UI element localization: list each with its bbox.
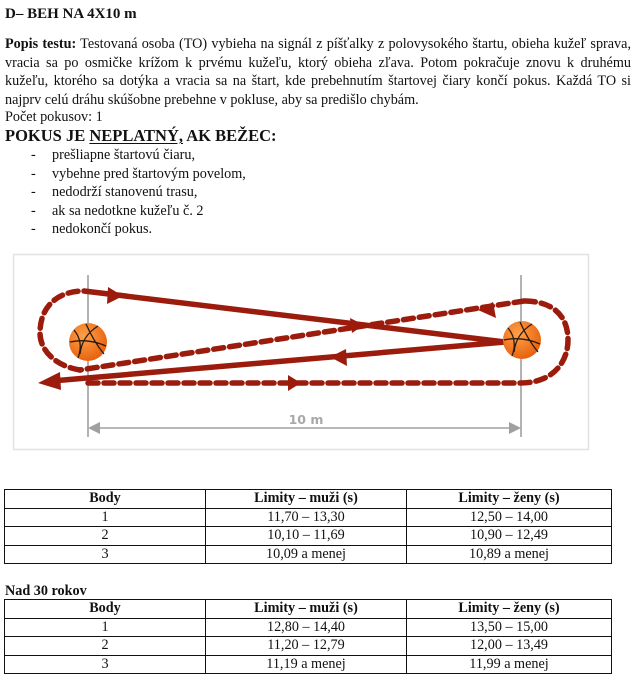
ball-icon (69, 323, 107, 361)
test-description (5, 35, 631, 109)
description-label: Popis testu: (5, 36, 77, 52)
bullet-dash: - (31, 147, 36, 163)
header-points: Body (5, 600, 206, 619)
ball-icon (503, 321, 541, 359)
table-header-row (5, 600, 612, 619)
bullet-dash: - (31, 165, 36, 182)
list-item (0, 202, 246, 221)
table-row (5, 655, 612, 674)
header-women: Limity – ženy (s) (407, 490, 612, 509)
attempt-count: Počet pokusov: 1 (5, 109, 103, 125)
description-text: Testovaná osoba (TO) vybieha na signál z píšťalky z polovysokého štartu, obieha kužeľ sprava, vracia sa po osmičke krížom k prvému kužeľu, ktorý obieha zľava. Potom pokračuje znovu k druhému kužeľu, ktorého sa dotýka a vracia sa na štart, kde prebehnutím štartovej čiary končí pokus. Každá TO si najprv celú dráhu skúšobne prebehne v pokluse, aby sa predišlo chybám. (5, 36, 631, 108)
list-item (0, 165, 246, 184)
cell-men: 10,10 – 11,69 (206, 527, 407, 546)
cell-men: 10,09 a menej (206, 545, 407, 564)
invalid-attempt-heading (5, 126, 277, 146)
header-men: Limity – muži (s) (206, 600, 407, 619)
distance-label: 10 m (288, 412, 324, 427)
cell-women: 11,99 a menej (407, 655, 612, 674)
cell-points: 1 (5, 508, 206, 527)
table-row (5, 637, 612, 656)
course-diagram (0, 240, 638, 455)
rule-text: nedokončí pokus. (52, 221, 153, 237)
table-row (5, 545, 612, 564)
table-header-row (5, 490, 612, 509)
cell-men: 12,80 – 14,40 (206, 618, 407, 637)
page-title: D– BEH NA 4X10 m (5, 6, 137, 22)
cell-men: 11,20 – 12,79 (206, 637, 407, 656)
cell-men: 11,19 a menej (206, 655, 407, 674)
rule-text: nedodrží stanovenú trasu, (52, 184, 198, 200)
header-points: Body (5, 490, 206, 509)
cell-points: 3 (5, 655, 206, 674)
table-row (5, 527, 612, 546)
over-30-heading: Nad 30 rokov (5, 583, 87, 599)
list-item (0, 183, 246, 202)
bullet-dash: - (31, 221, 36, 237)
cell-women: 10,89 a menej (407, 545, 612, 564)
rule-text: ak sa nedotkne kužeľu č. 2 (52, 202, 204, 219)
table-row (5, 618, 612, 637)
cell-points: 1 (5, 618, 206, 637)
cell-women: 10,90 – 12,49 (407, 527, 612, 546)
rule-text: vybehne pred štartovým povelom, (52, 165, 246, 182)
bullet-dash: - (31, 184, 36, 200)
cell-men: 11,70 – 13,30 (206, 508, 407, 527)
limits-table-over-30 (4, 599, 612, 674)
cell-points: 3 (5, 545, 206, 564)
invalid-heading-prefix: POKUS JE (5, 126, 90, 145)
header-men: Limity – muži (s) (206, 490, 407, 509)
list-item (0, 220, 246, 239)
table-row (5, 508, 612, 527)
invalid-heading-suffix: AK BEŽEC: (183, 126, 277, 145)
cell-points: 2 (5, 637, 206, 656)
header-women: Limity – ženy (s) (407, 600, 612, 619)
cell-women: 12,50 – 14,00 (407, 508, 612, 527)
cell-points: 2 (5, 527, 206, 546)
rule-text: prešliapne štartovú čiaru, (52, 147, 196, 163)
invalid-heading-underlined: NEPLATNÝ, (89, 126, 184, 145)
cell-women: 13,50 – 15,00 (407, 618, 612, 637)
bullet-dash: - (31, 202, 36, 219)
limits-table (4, 489, 612, 564)
invalid-rules-list (0, 146, 246, 239)
list-item (0, 146, 246, 165)
cell-women: 12,00 – 13,49 (407, 637, 612, 656)
